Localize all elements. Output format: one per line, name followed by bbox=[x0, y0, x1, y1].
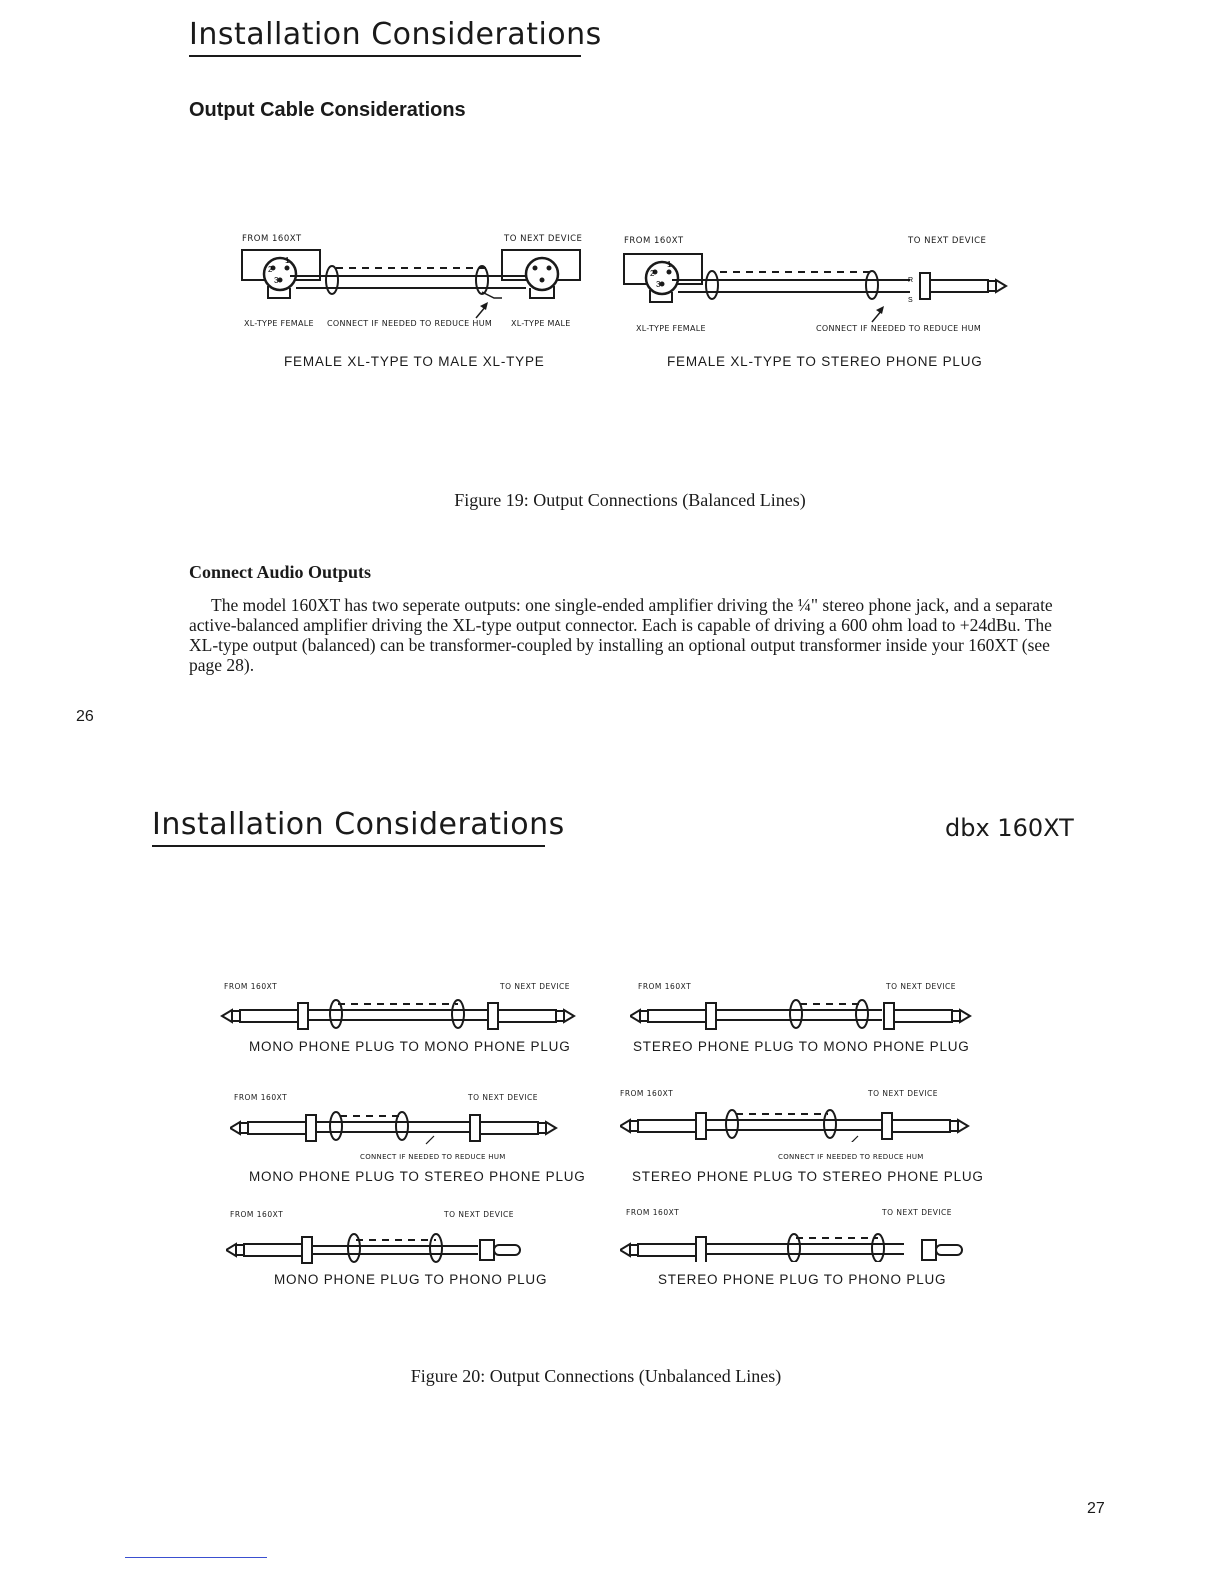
hum-note: CONNECT IF NEEDED TO REDUCE HUM bbox=[816, 324, 982, 333]
subsection-title-connect-outputs: Connect Audio Outputs bbox=[189, 562, 372, 582]
product-name: dbx 160XT bbox=[945, 814, 1074, 842]
from-label: FROM 160XT bbox=[620, 1089, 674, 1098]
to-label: TO NEXT DEVICE bbox=[908, 236, 987, 246]
page-number-27: 27 bbox=[1087, 1500, 1105, 1517]
from-label: FROM 160XT bbox=[638, 982, 692, 991]
connect-outputs-paragraph: The model 160XT has two seperate outputs: one single-ended amplifier driving the ¼" stereo phone jack, and a separate active-balanced amplifier driving the XL-type output connector. Each is capable of driving a 600 ohm load to +24dBu. The XL-type output (balanced) can be transformer-coupled by installing an optional output transformer inside your 160XT (see page 28). bbox=[189, 595, 1053, 675]
to-label: TO NEXT DEVICE bbox=[444, 1210, 515, 1219]
from-label: FROM 160XT bbox=[224, 982, 278, 991]
page26-header-rule bbox=[189, 55, 581, 57]
diagram-title-mono-to-mono: MONO PHONE PLUG TO MONO PHONE PLUG bbox=[249, 1039, 571, 1054]
to-label: TO NEXT DEVICE bbox=[868, 1089, 939, 1098]
page-number-26: 26 bbox=[76, 708, 94, 725]
svg-text:R: R bbox=[908, 277, 914, 284]
right-connector-label: XL-TYPE MALE bbox=[511, 319, 571, 328]
hum-note: CONNECT IF NEEDED TO REDUCE HUM bbox=[327, 319, 493, 328]
diagram-title-stereo-to-mono: STEREO PHONE PLUG TO MONO PHONE PLUG bbox=[633, 1039, 970, 1054]
hum-note: CONNECT IF NEEDED TO REDUCE HUM bbox=[778, 1153, 924, 1161]
diagram-stereo-to-phono bbox=[620, 1206, 980, 1266]
diagram-title-mono-to-phono: MONO PHONE PLUG TO PHONO PLUG bbox=[274, 1272, 548, 1287]
diagram-stereo-to-stereo bbox=[620, 1086, 980, 1166]
diagram-title-stereo-to-stereo: STEREO PHONE PLUG TO STEREO PHONE PLUG bbox=[632, 1169, 984, 1184]
page27-header-rule bbox=[152, 845, 545, 847]
diagram-title-xl-to-stereo-phone: FEMALE XL-TYPE TO STEREO PHONE PLUG bbox=[667, 354, 983, 369]
diagram-title-stereo-to-phono: STEREO PHONE PLUG TO PHONO PLUG bbox=[658, 1272, 947, 1287]
to-label: TO NEXT DEVICE bbox=[468, 1093, 539, 1102]
svg-text:S: S bbox=[908, 297, 913, 304]
to-label: TO NEXT DEVICE bbox=[882, 1208, 953, 1217]
left-connector-label: XL-TYPE FEMALE bbox=[636, 324, 706, 333]
diagram-title-mono-to-stereo: MONO PHONE PLUG TO STEREO PHONE PLUG bbox=[249, 1169, 586, 1184]
to-label: TO NEXT DEVICE bbox=[886, 982, 957, 991]
to-label: TO NEXT DEVICE bbox=[500, 982, 571, 991]
diagram-mono-to-phono bbox=[226, 1208, 586, 1268]
footnote-rule bbox=[125, 1557, 267, 1558]
from-label: FROM 160XT bbox=[242, 234, 302, 244]
page27-header-title: Installation Considerations bbox=[152, 807, 565, 842]
diagram-xl-to-stereo-phone bbox=[620, 230, 1020, 350]
to-label: TO NEXT DEVICE bbox=[504, 234, 583, 244]
hum-note: CONNECT IF NEEDED TO REDUCE HUM bbox=[360, 1153, 506, 1161]
figure-20-caption: Figure 20: Output Connections (Unbalanced Lines) bbox=[410, 1366, 782, 1386]
diagram-title-xl-to-xl: FEMALE XL-TYPE TO MALE XL-TYPE bbox=[284, 354, 545, 369]
diagram-mono-to-stereo bbox=[230, 1090, 590, 1170]
left-connector-label: XL-TYPE FEMALE bbox=[244, 319, 314, 328]
section-title-output-cable: Output Cable Considerations bbox=[189, 99, 466, 121]
diagram-xl-to-xl bbox=[236, 230, 586, 350]
from-label: FROM 160XT bbox=[626, 1208, 680, 1217]
from-label: FROM 160XT bbox=[624, 236, 684, 246]
page26-header-title: Installation Considerations bbox=[189, 17, 602, 52]
from-label: FROM 160XT bbox=[230, 1210, 284, 1219]
from-label: FROM 160XT bbox=[234, 1093, 288, 1102]
figure-19-caption: Figure 19: Output Connections (Balanced Lines) bbox=[454, 490, 806, 510]
